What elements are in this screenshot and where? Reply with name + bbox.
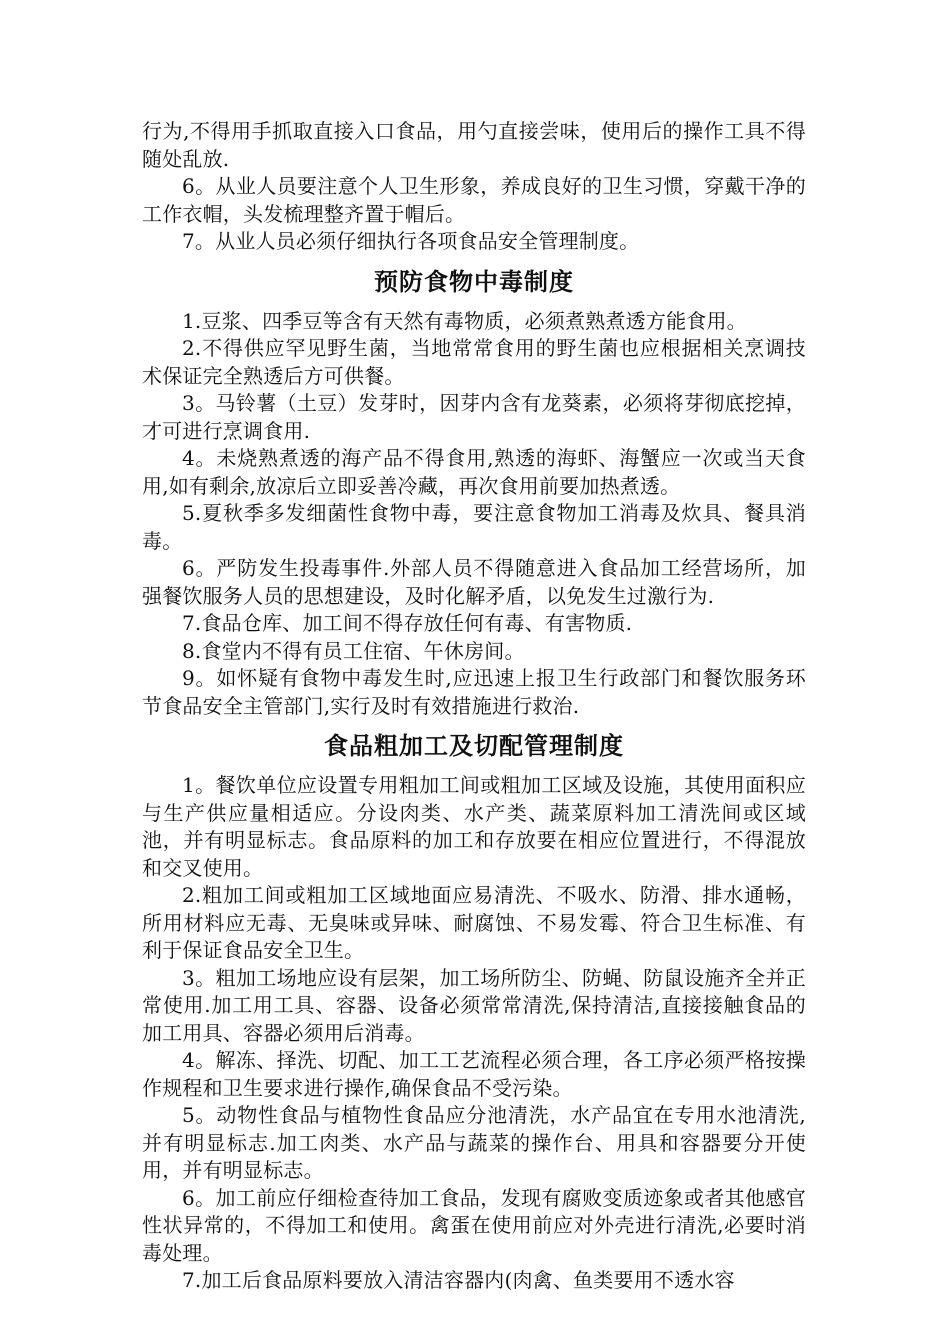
paragraph: 9。如怀疑有食物中毒发生时,应迅速上报卫生行政部门和餐饮服务环节食品安全主管部门,实行及时有效措施进行救治. bbox=[142, 666, 806, 718]
paragraph: 行为,不得用手抓取直接入口食品，用勺直接尝味，使用后的操作工具不得随处乱放. bbox=[142, 119, 806, 171]
paragraph: 1.豆浆、四季豆等含有天然有毒物质，必须煮熟煮透方能食用。 bbox=[182, 308, 747, 333]
section-title: 预防食物中毒制度 bbox=[374, 267, 574, 296]
paragraph: 8.食堂内不得有员工住宿、午休房间。 bbox=[182, 638, 525, 663]
paragraph: 5.夏秋季多发细菌性食物中毒，要注意食物加工消毒及炊具、餐具消毒。 bbox=[142, 501, 806, 553]
paragraph: 4。解冻、择洗、切配、加工工艺流程必须合理，各工序必须严格按操作规程和卫生要求进行操作,确保食品不受污染。 bbox=[142, 1048, 806, 1100]
paragraph: 1。餐饮单位应设置专用粗加工间或粗加工区域及设施，其使用面积应与生产供应量相适应。分设肉类、水产类、蔬菜原料加工清洗间或区域池，并有明显标志。食品原料的加工和存放要在相应位置进行，不得混放和交叉使用。 bbox=[142, 773, 806, 880]
paragraph: 4。未烧熟煮透的海产品不得食用,熟透的海虾、海蟹应一次或当天食用,如有剩余,放凉后立即妥善冷藏，再次食用前要加热煮透。 bbox=[142, 446, 806, 498]
paragraph: 7.食品仓库、加工间不得存放任何有毒、有害物质. bbox=[182, 611, 633, 635]
paragraph: 5。动物性食品与植物性食品应分池清洗，水产品宜在专用水池清洗,并有明显标志.加工肉类、水产品与蔬菜的操作台、用具和容器要分开使用，并有明显标志。 bbox=[142, 1103, 806, 1182]
paragraph: 6。严防发生投毒事件.外部人员不得随意进入食品加工经营场所，加强餐饮服务人员的思想建设，及时化解矛盾，以免发生过激行为. bbox=[142, 556, 806, 608]
section-title: 食品粗加工及切配管理制度 bbox=[324, 732, 624, 760]
paragraph: 3。粗加工场地应设有层架，加工场所防尘、防蝇、防鼠设施齐全并正常使用.加工用工具、容器、设备必须常常清洗,保持清洁,直接接触食品的加工用具、容器必须用后消毒。 bbox=[142, 965, 806, 1045]
paragraph: 7.加工后食品原料要放入清洁容器内(肉禽、鱼类要用不透水容 bbox=[182, 1268, 735, 1292]
paragraph: 2.粗加工间或粗加工区域地面应易清洗、不吸水、防滑、排水通畅，所用材料应无毒、无臭味或异味、耐腐蚀、不易发霉、符合卫生标准、有利于保证食品安全卫生。 bbox=[142, 883, 806, 962]
paragraph: 7。从业人员必须仔细执行各项食品安全管理制度。 bbox=[182, 229, 640, 253]
paragraph: 6。加工前应仔细检查待加工食品，发现有腐败变质迹象或者其他感官性状异常的，不得加工和使用。禽蛋在使用前应对外壳进行清洗,必要时消毒处理。 bbox=[142, 1185, 806, 1265]
paragraph: 3。马铃薯（土豆）发芽时，因芽内含有龙葵素，必须将芽彻底挖掉，才可进行烹调食用. bbox=[142, 391, 806, 443]
paragraph: 6。从业人员要注意个人卫生形象，养成良好的卫生习惯，穿戴干净的工作衣帽，头发梳理整齐置于帽后。 bbox=[142, 174, 806, 226]
document-page bbox=[142, 118, 806, 1295]
paragraph: 2.不得供应罕见野生菌，当地常常食用的野生菌也应根据相关烹调技术保证完全熟透后方可供餐。 bbox=[142, 336, 806, 388]
